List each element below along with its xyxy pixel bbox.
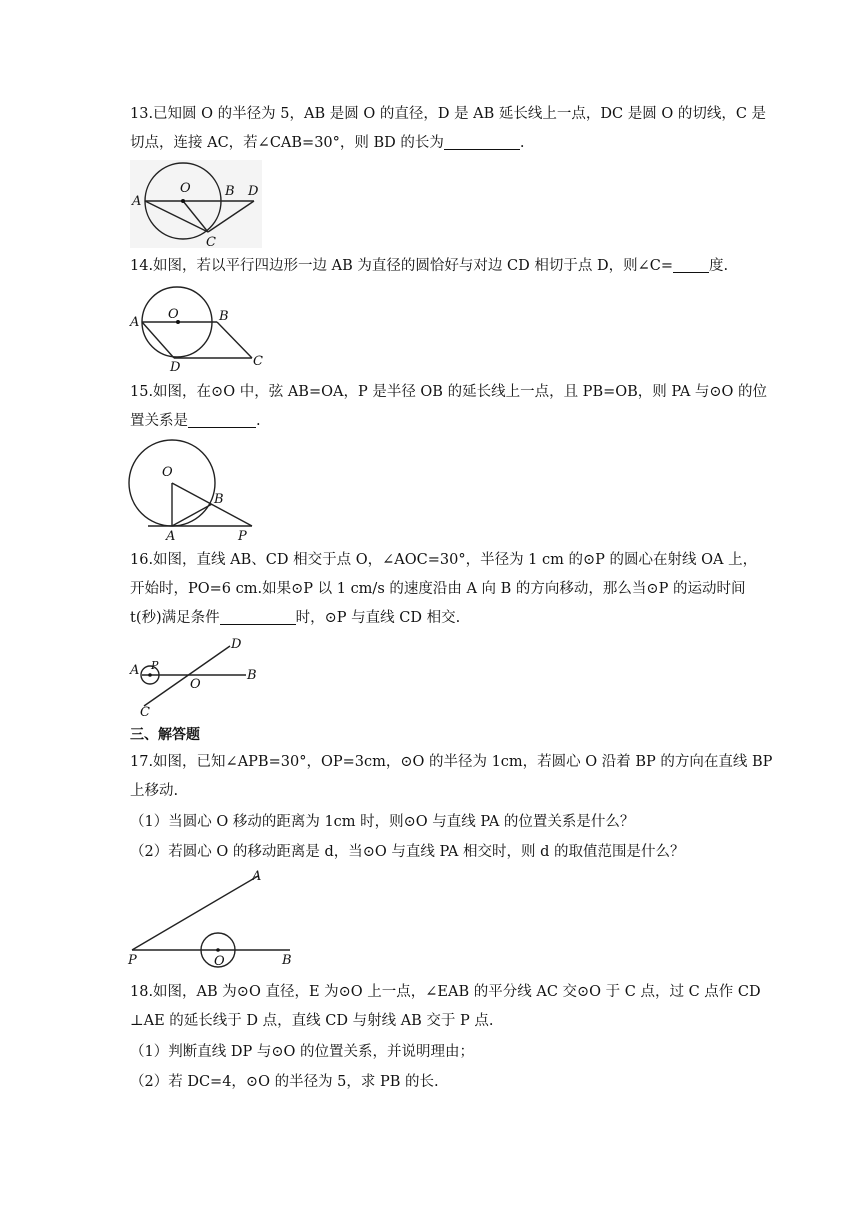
- figure-q13: [130, 160, 262, 248]
- line-pa: [132, 876, 258, 950]
- question-18-line-1: 18.如图，AB 为⊙O 直径，E 为⊙O 上一点，∠EAB 的平分线 AC 交⊙O 于 C 点，过 C 点作 CD: [130, 984, 761, 1000]
- label-a: A: [252, 869, 262, 884]
- question-18-line-2: ⊥AE 的延长线于 D 点，直线 CD 与射线 AB 交于 P 点.: [130, 1013, 494, 1029]
- question-17-part-1: （1）当圆心 O 移动的距离为 1cm 时，则⊙O 与直线 PA 的位置关系是什么？: [130, 814, 635, 830]
- question-16-text: [130, 546, 758, 633]
- question-13-text: [130, 100, 767, 158]
- label-c: C: [253, 354, 263, 369]
- label-c: C: [140, 705, 150, 720]
- figure-q16: [130, 636, 265, 720]
- label-b: B: [214, 492, 224, 507]
- answer-blank: [444, 133, 520, 150]
- question-13-line-2: 切点，连接 AC，若∠CAB=30°，则 BD 的长为 .: [130, 135, 525, 151]
- label-b: B: [219, 309, 229, 324]
- label-o: O: [214, 954, 225, 969]
- question-17-line-2: 上移动.: [130, 783, 179, 799]
- label-o: O: [180, 181, 191, 196]
- label-p: P: [238, 529, 247, 544]
- label-a: A: [166, 529, 176, 544]
- question-14-text: [130, 252, 732, 281]
- question-15-line-2: 置关系是 .: [130, 413, 261, 429]
- question-17-text: [130, 748, 773, 806]
- line-cd: [144, 646, 230, 706]
- question-15-text: [130, 378, 768, 436]
- label-b: B: [282, 953, 292, 968]
- answer-blank: [673, 256, 709, 273]
- center-point: [181, 199, 185, 203]
- line-bc: [217, 322, 252, 358]
- label-a: A: [132, 194, 142, 209]
- answer-blank: [220, 608, 296, 625]
- figure-q14: [130, 282, 270, 375]
- label-b: B: [225, 184, 235, 199]
- label-a: A: [130, 315, 140, 330]
- section-title: 三、解答题: [130, 727, 200, 743]
- question-16-line-1: 16.如图，直线 AB、CD 相交于点 O，∠AOC=30°，半径为 1 cm 的⊙P 的圆心在射线 OA 上，: [130, 552, 758, 568]
- question-18-part-1: （1）判断直线 DP 与⊙O 的位置关系，并说明理由；: [130, 1044, 474, 1060]
- label-b: B: [247, 668, 257, 683]
- label-a: A: [130, 663, 140, 678]
- question-17-line-1: 17.如图，已知∠APB=30°，OP=3cm，⊙O 的半径为 1cm，若圆心 O 沿着 BP 的方向在直线 BP: [130, 754, 773, 770]
- label-d: D: [248, 184, 259, 199]
- question-13-line-1: 13.已知圆 O 的半径为 5，AB 是圆 O 的直径，D 是 AB 延长线上一点，DC 是圆 O 的切线，C 是: [130, 106, 767, 122]
- question-16-line-2: 开始时，PO=6 cm.如果⊙P 以 1 cm/s 的速度沿由 A 向 B 的方向移动，那么当⊙P 的运动时间: [130, 581, 746, 597]
- figure-q17: [128, 868, 298, 968]
- question-18-part-2: （2）若 DC=4，⊙O 的半径为 5，求 PB 的长.: [130, 1074, 439, 1090]
- question-16-line-3: t(秒)满足条件 时，⊙P 与直线 CD 相交.: [130, 610, 461, 626]
- label-o: O: [162, 465, 173, 480]
- label-d: D: [231, 637, 242, 652]
- answer-blank: [188, 411, 256, 428]
- label-d: D: [170, 360, 181, 375]
- figure-q15: [128, 440, 258, 544]
- question-17-part-2: （2）若圆心 O 的移动距离是 d，当⊙O 与直线 PA 相交时，则 d 的取值范围是什么？: [130, 844, 685, 860]
- label-p: P: [151, 659, 159, 672]
- center-point: [216, 948, 220, 952]
- line-ab: [172, 504, 212, 526]
- label-c: C: [206, 235, 216, 250]
- question-14-line-1: 14.如图，若以平行四边形一边 AB 为直径的圆恰好与对边 CD 相切于点 D，则∠C= 度.: [130, 258, 729, 274]
- label-o: O: [190, 677, 201, 692]
- center-point: [148, 673, 152, 677]
- label-o: O: [168, 307, 179, 322]
- question-18-text: [130, 978, 761, 1036]
- label-p: P: [128, 953, 137, 968]
- question-15-line-1: 15.如图，在⊙O 中，弦 AB=OA，P 是半径 OB 的延长线上一点，且 PB=OB，则 PA 与⊙O 的位: [130, 384, 768, 400]
